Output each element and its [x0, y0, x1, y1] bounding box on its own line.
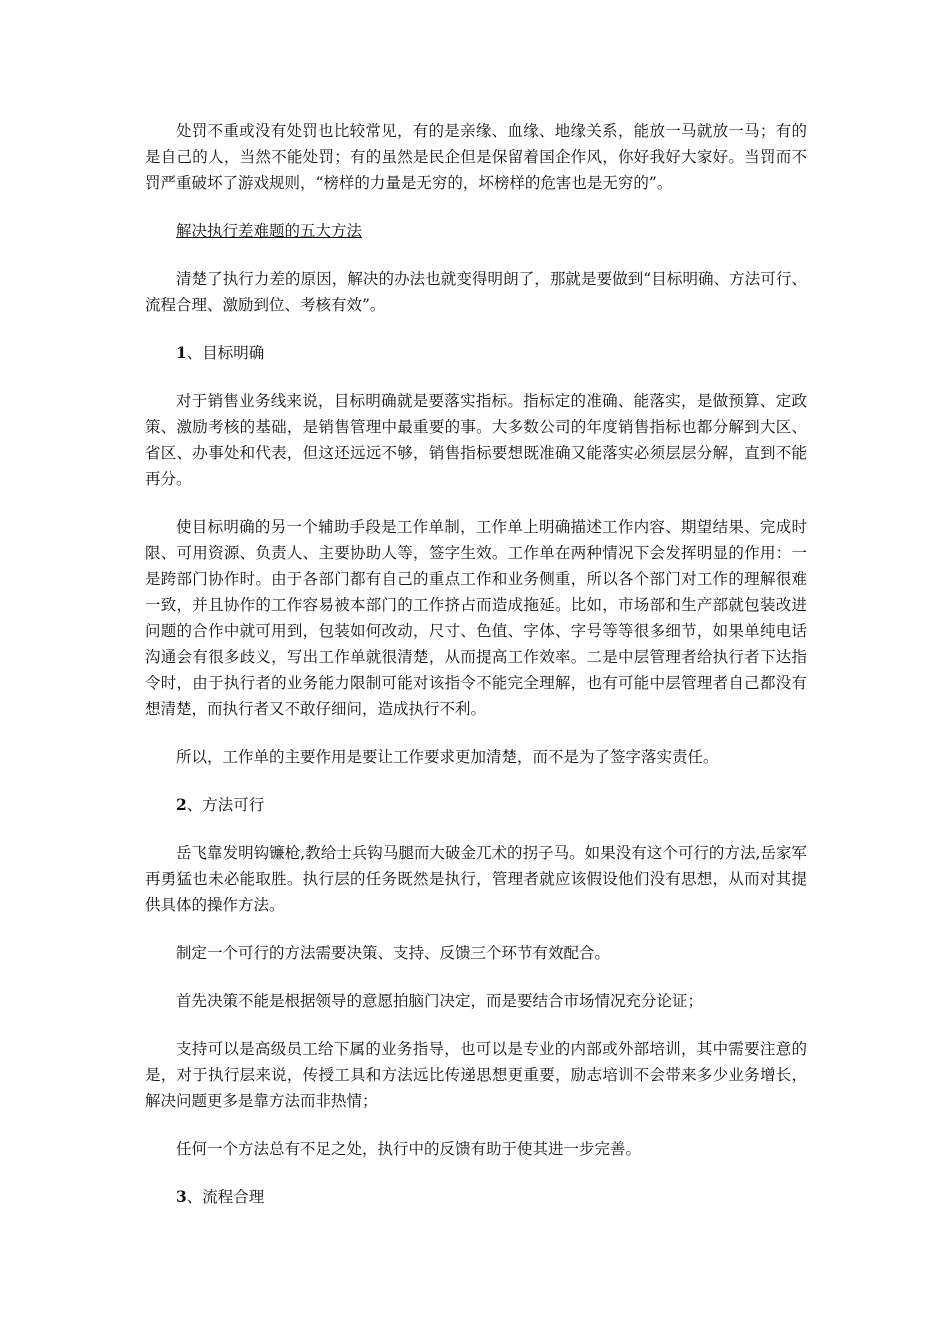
- paragraph-penalty: 处罚不重或没有处罚也比较常见，有的是亲缘、血缘、地缘关系，能放一马就放一马；有的是自己的人，当然不能处罚；有的虽然是民企但是保留着国企作风，你好我好大家好。当罚而不罚严重破坏了游戏规则，“榜样的力量是无穷的，坏榜样的危害也是无穷的”。: [145, 122, 807, 192]
- section-title-text: 解决执行差难题的五大方法: [176, 222, 363, 240]
- paragraph-three-links: 制定一个可行的方法需要决策、支持、反馈三个环节有效配合。: [176, 944, 611, 962]
- paragraph-feedback: 任何一个方法总有不足之处，执行中的反馈有助于使其进一步完善。: [176, 1140, 642, 1158]
- heading-text: 、方法可行: [186, 796, 265, 814]
- heading-method-feasible: [145, 792, 807, 818]
- heading-goal-clear: [145, 340, 807, 366]
- paragraph-work-order-purpose: 所以，工作单的主要作用是要让工作要求更加清楚，而不是为了签字落实责任。: [176, 748, 719, 766]
- paragraph-work-order: 使目标明确的另一个辅助手段是工作单制，工作单上明确描述工作内容、期望结果、完成时限、可用资源、负责人、主要协助人等，签字生效。工作单在两种情况下会发挥明显的作用：一是跨部门协作时。由于各部门都有自己的重点工作和业务侧重，所以各个部门对工作的理解很难一致，并且协作的工作容易被本部门的工作挤占而造成拖延。比如，市场部和生产部就包装改进问题的合作中就可用到，包装如何改动，尺寸、色值、字体、字号等等很多细节，如果单纯电话沟通会有很多歧义，写出工作单就很清楚，从而提高工作效率。二是中层管理者给执行者下达指令时，由于执行者的业务能力限制可能对该指令不能完全理解，也有可能中层管理者自己都没有想清楚，而执行者又不敢仔细问，造成执行不利。: [145, 518, 807, 718]
- heading-number: 3: [176, 1187, 187, 1206]
- heading-text: 、流程合理: [186, 1188, 265, 1206]
- section-title-five-methods: [145, 218, 807, 244]
- paragraph-sales-targets: 对于销售业务线来说，目标明确就是要落实指标。指标定的准确、能落实，是做预算、定政策、激励考核的基础，是销售管理中最重要的事。大多数公司的年度销售指标也都分解到大区、省区、办事处和代表，但这还远远不够，销售指标要想既准确又能落实必须层层分解，直到不能再分。: [145, 392, 807, 488]
- heading-process-reasonable: [145, 1184, 807, 1210]
- paragraph-support: 支持可以是高级员工给下属的业务指导，也可以是专业的内部或外部培训，其中需要注意的是，对于执行层来说，传授工具和方法远比传递思想更重要，励志培训不会带来多少业务增长，解决问题更多是靠方法而非热情；: [145, 1040, 807, 1110]
- heading-number: 1: [176, 343, 187, 362]
- paragraph-intro: 清楚了执行力差的原因，解决的办法也就变得明朗了，那就是要做到“目标明确、方法可行、流程合理、激励到位、考核有效”。: [145, 270, 807, 314]
- paragraph-decision: 首先决策不能是根据领导的意愿拍脑门决定，而是要结合市场情况充分论证；: [176, 992, 704, 1010]
- heading-number: 2: [176, 795, 187, 814]
- document-body: [145, 118, 807, 1232]
- paragraph-yuefei: 岳飞靠发明钩镰枪,教给士兵钩马腿而大破金兀术的拐子马。如果没有这个可行的方法,岳家军再勇猛也未必能取胜。执行层的任务既然是执行，管理者就应该假设他们没有思想，从而对其提供具体的操作方法。: [145, 844, 807, 914]
- heading-text: 、目标明确: [186, 344, 265, 362]
